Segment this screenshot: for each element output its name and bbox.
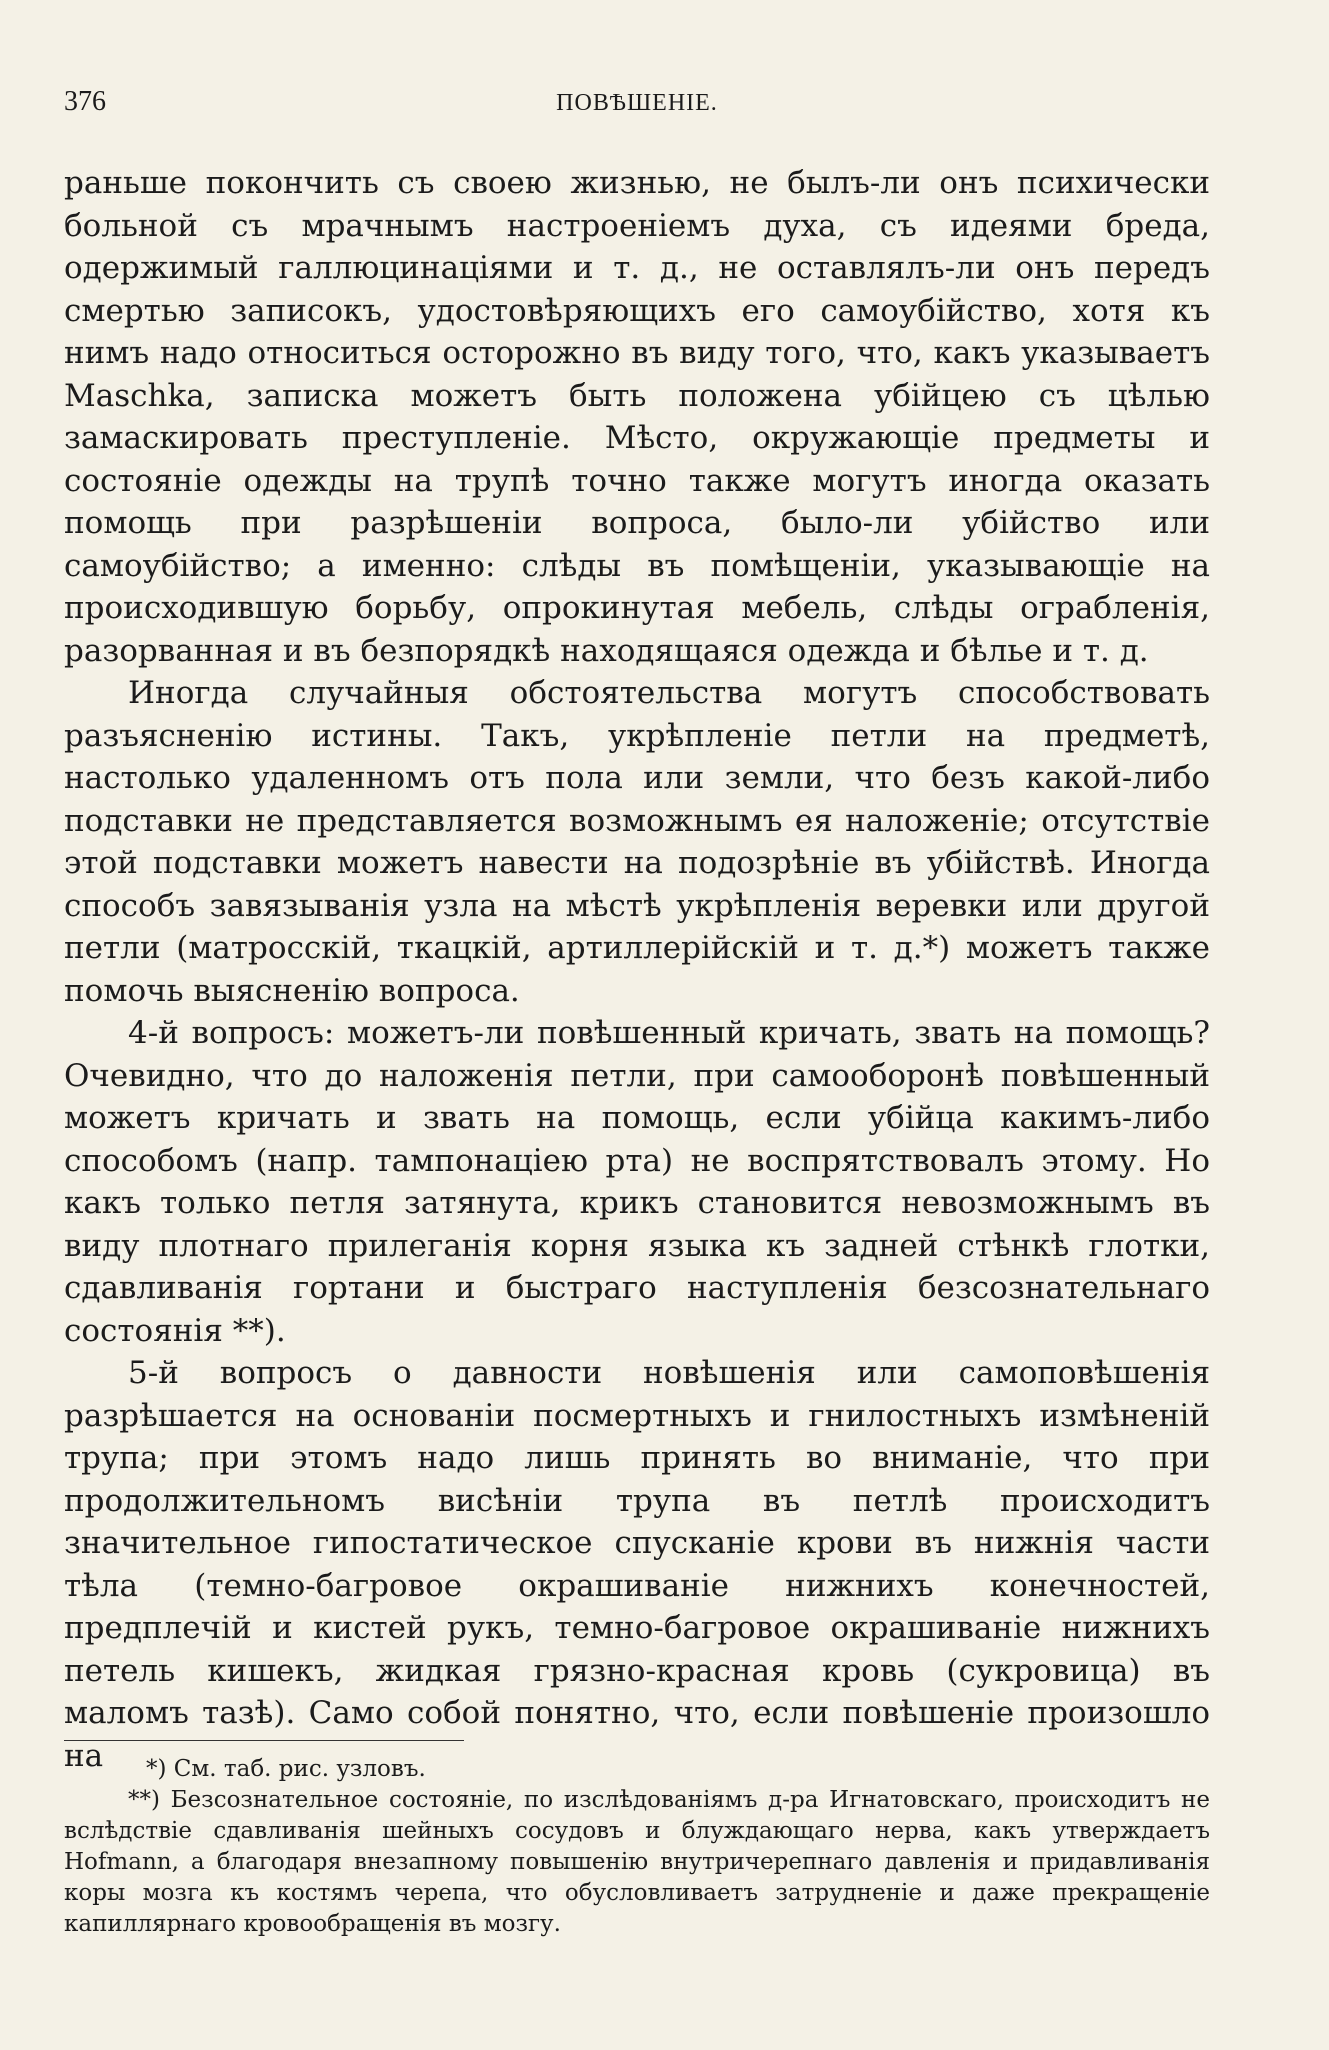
footnotes	[64, 1754, 1210, 1940]
paragraph-continuation: раньше покончить съ своею жизнью, не былъ-ли онъ психически больной съ мрачнымъ настроеніемъ духа, съ идеями бреда, одержимый галлюцинаціями и т. д., не оставлялъ-ли онъ передъ смертью записокъ, удостовѣряющихъ его самоубійство, хотя къ нимъ надо относиться осторожно въ виду того, что, какъ указываетъ Maschka, записка можетъ быть положена убійцею съ цѣлью замаскировать преступленіе. Мѣсто, окружающіе предметы и состояніе одежды на трупѣ точно также могутъ иногда оказать помощь при разрѣшеніи вопроса, было-ли убійство или самоубійство; а именно: слѣды въ помѣщеніи, указывающіе на происходившую борьбу, опрокинутая мебель, слѣды ограбленія, разорванная и въ безпорядкѣ находящаяся одежда и бѣлье и т. д.	[64, 165, 1210, 669]
running-head: ПОВѢШЕНІЕ.	[556, 90, 718, 116]
footnote: *) См. таб. рис. узловъ.	[146, 1756, 426, 1782]
footnote-divider	[64, 1740, 464, 1741]
page-header	[64, 86, 1210, 126]
paragraph: Иногда случайныя обстоятельства могутъ способствовать разъясненію истины. Такъ, укрѣпленіе петли на предметѣ, настолько удаленномъ отъ пола или земли, что безъ какой-либо подставки не представляется возможнымъ ея наложеніе; отсутствіе этой подставки можетъ навести на подозрѣніе въ убійствѣ. Иногда способъ завязыванія узла на мѣстѣ укрѣпленія веревки или другой петли (матросскій, ткацкій, артиллерійскій и т. д.*) можетъ также помочь выясненію вопроса.	[64, 675, 1210, 1009]
paragraph: 5-й вопросъ о давности новѣшенія или самоповѣшенія разрѣшается на основаніи посмертныхъ и гнилостныхъ измѣненій трупа; при этомъ надо лишь принять во вниманіе, что при продолжительномъ висѣніи трупа въ петлѣ происходитъ значительное гипостатическое спусканіе крови въ нижнія части тѣла (темно-багровое окрашиваніе нижнихъ конечностей, предплечій и кистей рукъ, темно-багровое окрашиваніе нижнихъ петель кишекъ, жидкая грязно-красная кровь (сукровица) въ маломъ тазѣ). Само собой понятно, что, если повѣшеніе произошло на	[64, 1355, 1210, 1774]
footnote: **) Безсознательное состояніе, по изслѣдованіямъ д-ра Игнатовскаго, происходитъ не вслѣдствіе сдавливанія шейныхъ сосудовъ и блуждающаго нерва, какъ утверждаетъ Hofmann, а благодаря внезапному повышенію внутричерепнаго давленія и придавливанія коры мозга къ костямъ черепа, что обусловливаетъ затрудненіе и даже прекращеніе капиллярнаго кровообращенія въ мозгу.	[64, 1787, 1210, 1937]
page-number: 376	[64, 86, 106, 117]
body-text	[64, 162, 1210, 1777]
paragraph: 4-й вопросъ: можетъ-ли повѣшенный кричать, звать на помощь? Очевидно, что до наложенія петли, при самооборонѣ повѣшенный можетъ кричать и звать на помощь, если убійца какимъ-либо способомъ (напр. тампонаціею рта) не воспрятствовалъ этому. Но какъ только петля затянута, крикъ становится невозможнымъ въ виду плотнаго прилеганія корня языка къ задней стѣнкѣ глотки, сдавливанія гортани и быстраго наступленія безсознательнаго состоянія **).	[64, 1015, 1210, 1349]
